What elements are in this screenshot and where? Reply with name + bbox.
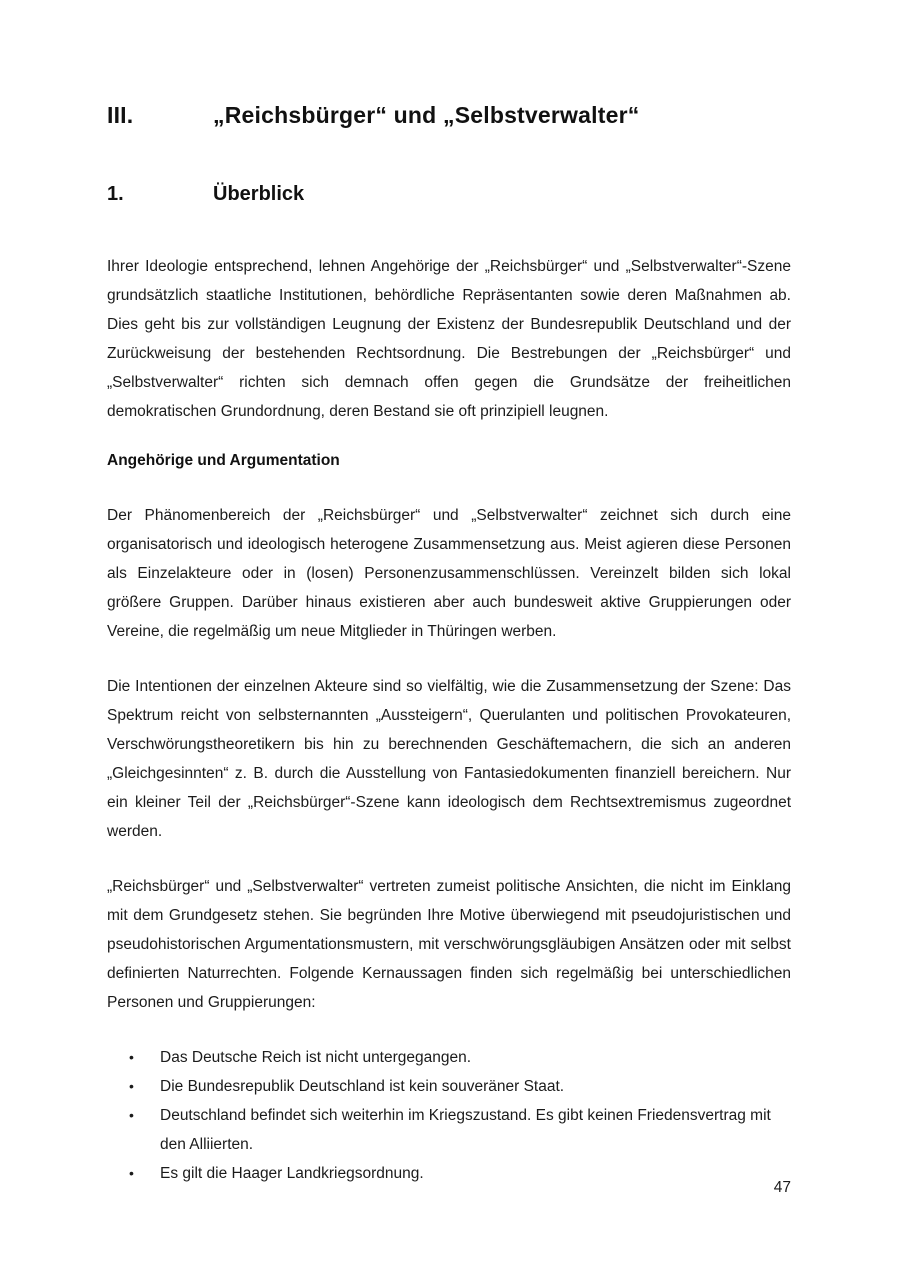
chapter-numeral: III.	[107, 102, 134, 128]
page-number: 47	[773, 1179, 791, 1196]
list-item	[107, 1159, 791, 1188]
kernaussagen-list	[107, 1043, 791, 1188]
list-item-text: Deutschland befindet sich weiterhin im Kriegszustand. Es gibt keinen Friedensvertrag mit den Alliierten.	[160, 1107, 771, 1153]
section-title: Überblick	[213, 183, 305, 205]
section-numeral: 1.	[107, 183, 124, 205]
list-item-text: Es gilt die Haager Landkriegsordnung.	[160, 1165, 424, 1182]
bullet-icon: •	[129, 1165, 134, 1181]
bullet-icon: •	[129, 1078, 134, 1094]
list-item-text: Das Deutsche Reich ist nicht untergegangen.	[160, 1049, 472, 1066]
section-heading	[107, 180, 791, 208]
paragraph-intentionen: Die Intentionen der einzelnen Akteure sind so vielfältig, wie die Zusammensetzung der Szene: Das Spektrum reicht von selbsternannten „Aussteigern“, Querulanten und politischen Provokateuren, Verschwörungstheoretikern bis hin zu berechnenden Geschäftemachern, die sich an anderen „Gleichgesinnten“ z. B. durch die Ausstellung von Fantasiedokumenten finanziell bereichern. Nur ein kleiner Teil der „Reichsbürger“-Szene kann ideologisch dem Rechtsextremismus zugeordnet werden.	[107, 678, 791, 840]
list-item-text: Die Bundesrepublik Deutschland ist kein souveräner Staat.	[160, 1078, 565, 1095]
chapter-heading	[107, 100, 791, 130]
list-item	[107, 1043, 791, 1072]
paragraph-kernaussagen-intro: „Reichsbürger“ und „Selbstverwalter“ vertreten zumeist politische Ansichten, die nicht im Einklang mit dem Grundgesetz stehen. Sie begründen Ihre Motive überwiegend mit pseudojuristischen und pseudohistorischen Argumentationsmustern, mit verschwörungsgläubigen Ansätzen oder mit selbst definierten Naturrechten. Folgende Kernaussagen finden sich regelmäßig bei unterschiedlichen Personen und Gruppierungen:	[107, 878, 791, 1011]
bullet-icon: •	[129, 1107, 134, 1123]
paragraph-phaenomenbereich: Der Phänomenbereich der „Reichsbürger“ und „Selbstverwalter“ zeichnet sich durch eine organisatorisch und ideologisch heterogene Zusammensetzung aus. Meist agieren diese Personen als Einzelakteure oder in (losen) Personenzusammenschlüssen. Vereinzelt bilden sich lokal größere Gruppen. Darüber hinaus existieren aber auch bundesweit aktive Gruppierungen oder Vereine, die regelmäßig um neue Mitglieder in Thüringen werben.	[107, 507, 791, 640]
bullet-icon: •	[129, 1049, 134, 1065]
subheading-angehoerige-argumentation: Angehörige und Argumentation	[107, 452, 340, 469]
chapter-title: „Reichsbürger“ und „Selbstverwalter“	[213, 102, 640, 128]
list-item	[107, 1101, 791, 1159]
list-item	[107, 1072, 791, 1101]
paragraph-ideologie: Ihrer Ideologie entsprechend, lehnen Angehörige der „Reichsbürger“ und „Selbstverwalter“-Szene grundsätzlich staatliche Institutionen, behördliche Repräsentanten sowie deren Maßnahmen ab. Dies geht bis zur vollständigen Leugnung der Existenz der Bundesrepublik Deutschland und der Zurückweisung der bestehenden Rechtsordnung. Die Bestrebungen der „Reichsbürger“ und „Selbstverwalter“ richten sich demnach offen gegen die Grundsätze der freiheitlichen demokratischen Grundordnung, deren Bestand sie oft prinzipiell leugnen.	[107, 258, 791, 420]
